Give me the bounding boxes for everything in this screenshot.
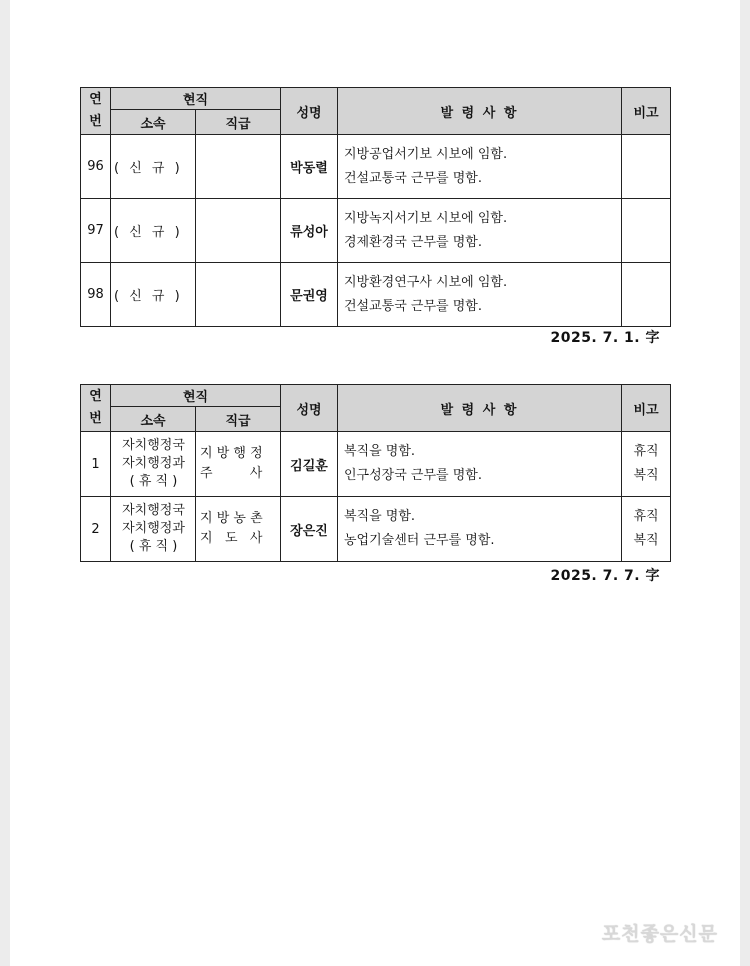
name-cell: 류성아 (281, 199, 338, 263)
current-position-header: 현직 (111, 88, 281, 110)
remark-cell: 휴직 복직 (622, 432, 671, 497)
remarks-header: 비고 (622, 385, 671, 432)
affiliation-cell: 자치행정국 자치행정과 ( 휴 직 ) (111, 432, 196, 497)
affiliation-cell: ( 신 규 ) (111, 199, 196, 263)
table-row (81, 199, 671, 263)
orders-cell: 지방환경연구사 시보에 임함. 건설교통국 근무를 명함. (338, 263, 622, 327)
document-page (10, 0, 740, 966)
orders-cell: 지방녹지서기보 시보에 임함. 경제환경국 근무를 명함. (338, 199, 622, 263)
orders-header: 발 령 사 항 (338, 88, 622, 135)
affiliation-cell: 자치행정국 자치행정과 ( 휴 직 ) (111, 497, 196, 562)
affiliation-cell: ( 신 규 ) (111, 135, 196, 199)
grade-cell: 지 방 농 촌 지 도 사 (196, 497, 281, 562)
affiliation-header: 소속 (111, 407, 196, 432)
remark-cell (622, 135, 671, 199)
seq-header: 연 번 (81, 88, 111, 135)
row-number: 2 (81, 497, 111, 562)
seq-header: 연 번 (81, 385, 111, 432)
current-position-header: 현직 (111, 385, 281, 407)
name-cell: 장은진 (281, 497, 338, 562)
name-header: 성명 (281, 88, 338, 135)
remark-cell: 휴직 복직 (622, 497, 671, 562)
name-header: 성명 (281, 385, 338, 432)
row-number: 98 (81, 263, 111, 327)
table-row (81, 263, 671, 327)
orders-cell: 지방공업서기보 시보에 임함. 건설교통국 근무를 명함. (338, 135, 622, 199)
appointment-table-1 (80, 87, 671, 327)
newspaper-watermark: 포천좋은신문 (601, 923, 718, 945)
row-number: 97 (81, 199, 111, 263)
grade-cell (196, 263, 281, 327)
name-cell: 김길훈 (281, 432, 338, 497)
orders-cell: 복직을 명함. 농업기술센터 근무를 명함. (338, 497, 622, 562)
table-row (81, 135, 671, 199)
table-row (81, 497, 671, 562)
grade-header: 직급 (196, 110, 281, 135)
affiliation-cell: ( 신 규 ) (111, 263, 196, 327)
remark-cell (622, 199, 671, 263)
row-number: 1 (81, 432, 111, 497)
grade-cell (196, 135, 281, 199)
remark-cell (622, 263, 671, 327)
row-number: 96 (81, 135, 111, 199)
name-cell: 문권영 (281, 263, 338, 327)
orders-header: 발 령 사 항 (338, 385, 622, 432)
grade-cell (196, 199, 281, 263)
effective-date-1: 2025. 7. 1. 字 (550, 330, 660, 346)
affiliation-header: 소속 (111, 110, 196, 135)
table-row (81, 432, 671, 497)
orders-cell: 복직을 명함. 인구성장국 근무를 명함. (338, 432, 622, 497)
remarks-header: 비고 (622, 88, 671, 135)
appointment-table-2 (80, 384, 671, 562)
grade-cell: 지 방 행 정 주 사 (196, 432, 281, 497)
grade-header: 직급 (196, 407, 281, 432)
effective-date-2: 2025. 7. 7. 字 (550, 568, 660, 584)
name-cell: 박동렬 (281, 135, 338, 199)
